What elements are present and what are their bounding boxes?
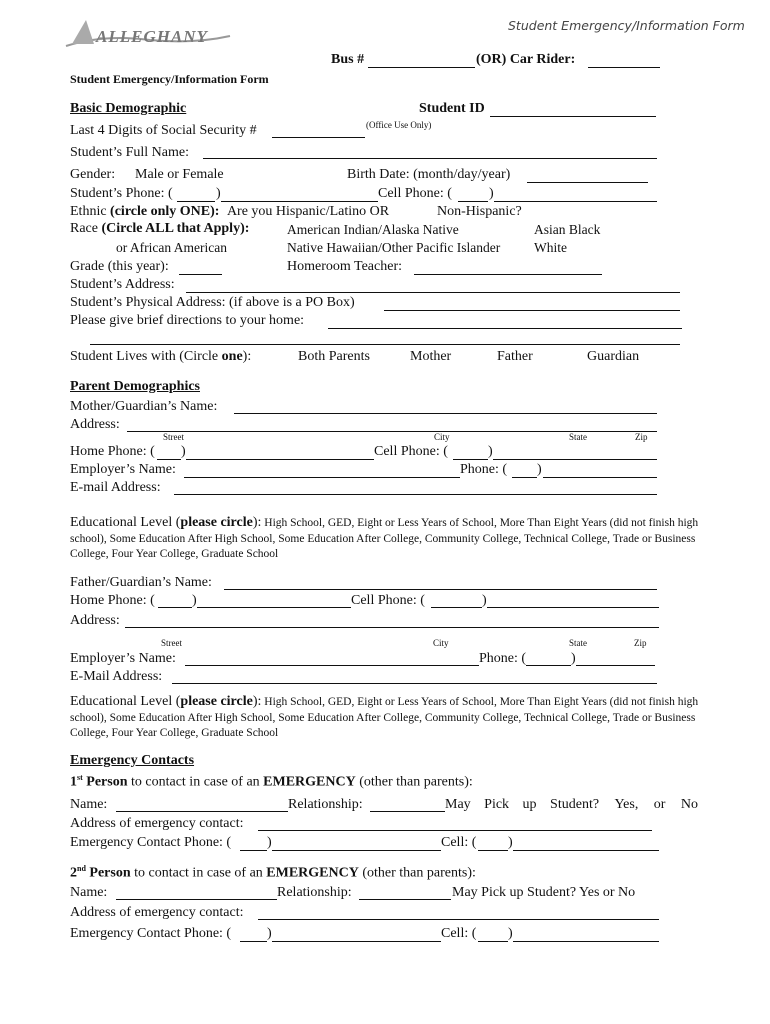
person-1-instruction: 1st Person to contact in case of an EMERGENCY (other than parents): [70, 773, 473, 790]
father-address-label: Address: [70, 613, 120, 628]
father-home-phone-field[interactable] [197, 607, 351, 608]
student-cell-field[interactable] [494, 201, 657, 202]
p2-cell-paren: ) [508, 926, 513, 941]
ethnic-question[interactable]: Are you Hispanic/Latino OR [226, 204, 390, 219]
grade-label: Grade (this year): [70, 259, 169, 274]
p1-cell-field[interactable] [513, 850, 659, 851]
mother-employer-phone-field[interactable] [543, 477, 657, 478]
ethnic-label: Ethnic [70, 204, 107, 219]
directions-label: Please give brief directions to your home: [70, 313, 305, 328]
birth-date-label: Birth Date: (month/day/year) [347, 167, 511, 182]
basic-demographic-heading: Basic Demographic [70, 101, 187, 116]
father-employer-paren: ) [571, 651, 576, 666]
mother-edu-options[interactable]: High School, GED, Eight or Less Years of School, More Than Eight Years (did not finish high school), Some Education After High School, Some Education After College, Community College, Technical College, Trade or Business College, Four Year College, Graduate School [70, 517, 699, 560]
student-phone-field[interactable] [221, 201, 378, 202]
mother-edu-close: ): [252, 515, 262, 530]
mother-home-phone-label: Home Phone: ( [70, 444, 155, 459]
directions-field-2[interactable] [90, 344, 680, 345]
student-address-field[interactable] [186, 292, 680, 293]
p2-cell-label: Cell: ( [441, 926, 477, 941]
race-instruction: (Circle ALL that Apply): [101, 221, 250, 236]
p1-cell-label: Cell: ( [441, 835, 477, 850]
mother-name-field[interactable] [234, 413, 657, 414]
father-cell-area-field[interactable] [431, 607, 482, 608]
race-option-asian-black[interactable]: Asian Black [534, 222, 601, 237]
father-home-paren: ) [192, 593, 197, 608]
mother-cell-area-field[interactable] [453, 459, 488, 460]
p1-name-field[interactable] [116, 811, 288, 812]
student-phone-area-field[interactable] [177, 201, 215, 202]
p2-name-label: Name: [70, 885, 108, 900]
birth-date-field[interactable] [527, 182, 648, 183]
father-employer-phone-field[interactable] [576, 665, 655, 666]
gender-options[interactable]: Male or Female [135, 167, 224, 182]
lives-with-label: Student Lives with (Circle [70, 349, 219, 364]
p1-pickup-question: May Pick up Student? Yes, or No [445, 797, 698, 812]
office-use-note: (Office Use Only) [366, 120, 432, 130]
p1-phone-field[interactable] [272, 850, 441, 851]
mother-name-label: Mother/Guardian’s Name: [70, 399, 218, 414]
father-name-field[interactable] [224, 589, 657, 590]
p1-phone-label: Emergency Contact Phone: ( [70, 835, 232, 850]
father-edu-options[interactable]: High School, GED, Eight or Less Years of School, More Than Eight Years (did not finish high school), Some Education After High School, Some Education After College, Community College, Technical College, Trade or Business College, Four Year College, Graduate School [70, 696, 699, 739]
mother-home-paren: ) [181, 444, 186, 459]
ssn-label: Last 4 Digits of Social Security # [70, 123, 257, 138]
person-2-instruction: 2nd Person to contact in case of an EMERGENCY (other than parents): [70, 864, 476, 881]
father-employer-area-field[interactable] [526, 665, 571, 666]
homeroom-label: Homeroom Teacher: [287, 259, 402, 274]
physical-address-field[interactable] [384, 310, 680, 311]
father-education-paragraph[interactable] [70, 694, 705, 742]
full-name-label: Student’s Full Name: [70, 145, 189, 160]
p2-address-field[interactable] [258, 919, 659, 920]
race-option-white[interactable]: White [534, 240, 567, 255]
p1-phone-area-field[interactable] [240, 850, 267, 851]
father-employer-label: Employer’s Name: [70, 651, 176, 666]
parent-demographics-heading: Parent Demographics [70, 379, 200, 394]
mother-edu-please: please circle [180, 515, 253, 530]
race-option-native-hawaiian[interactable]: Native Hawaiian/Other Pacific Islander [287, 240, 501, 255]
race-option-african-american[interactable]: or African American [116, 240, 227, 255]
mother-employer-paren: ) [537, 462, 542, 477]
father-address-field[interactable] [125, 627, 659, 628]
father-edu-label: Educational Level ( [70, 694, 181, 709]
directions-field-1[interactable] [328, 328, 682, 329]
father-zip-caption: Zip [634, 638, 647, 648]
lives-option-guardian[interactable]: Guardian [587, 349, 640, 364]
father-cell-label: Cell Phone: ( [351, 593, 425, 608]
p2-name-field[interactable] [116, 899, 277, 900]
p2-phone-paren: ) [267, 926, 272, 941]
student-phone-paren: ) [216, 186, 221, 201]
p1-pickup-yes[interactable]: Yes, [614, 797, 639, 812]
full-name-field[interactable] [203, 158, 657, 159]
mother-city-caption: City [434, 432, 450, 442]
father-name-label: Father/Guardian’s Name: [70, 575, 212, 590]
mother-employer-label: Employer’s Name: [70, 462, 176, 477]
father-street-caption: Street [161, 638, 182, 648]
mother-edu-label: Educational Level ( [70, 515, 181, 530]
p2-phone-area-field[interactable] [240, 941, 267, 942]
father-employer-field[interactable] [185, 665, 479, 666]
mother-state-caption: State [569, 432, 587, 442]
physical-address-note: : (if above is a PO Box) [221, 295, 355, 310]
grade-field[interactable] [179, 274, 222, 275]
physical-address-label: Student’s Physical Address [70, 295, 222, 310]
ssn-field[interactable] [272, 137, 365, 138]
header-form-title: Student Emergency/Information Form [508, 18, 745, 33]
bus-label: Bus # [331, 52, 365, 67]
bus-number-field[interactable] [368, 67, 475, 68]
mother-email-label: E-mail Address: [70, 480, 161, 495]
father-employer-phone-label: Phone: ( [479, 651, 527, 666]
p2-phone-field[interactable] [272, 941, 441, 942]
school-logo [64, 16, 234, 50]
ethnic-non-hispanic[interactable]: Non-Hispanic? [437, 204, 522, 219]
p2-relationship-label: Relationship: [277, 885, 352, 900]
father-cell-field[interactable] [487, 607, 659, 608]
emergency-heading: Emergency Contacts [70, 753, 195, 768]
logo-text: ALLEGHANY [96, 27, 208, 46]
p1-address-field[interactable] [258, 830, 652, 831]
father-email-field[interactable] [172, 683, 657, 684]
p1-pickup-no[interactable]: No [680, 797, 698, 812]
p1-name-label: Name: [70, 797, 108, 812]
car-rider-field[interactable] [588, 67, 660, 68]
student-cell-paren: ) [489, 186, 494, 201]
father-edu-close: ): [252, 694, 262, 709]
father-city-caption: City [433, 638, 449, 648]
race-option-american-indian[interactable]: American Indian/Alaska Native [287, 222, 459, 237]
mother-cell-field[interactable] [493, 459, 657, 460]
p2-cell-field[interactable] [513, 941, 659, 942]
father-cell-paren: ) [482, 593, 487, 608]
mother-cell-label: Cell Phone: ( [374, 444, 448, 459]
student-address-label: Student’s Address: [70, 277, 175, 292]
p2-pickup-question[interactable]: May Pick up Student? Yes or No [452, 885, 636, 900]
mother-street-caption: Street [163, 432, 184, 442]
mother-education-paragraph[interactable] [70, 515, 705, 563]
p2-address-label: Address of emergency contact: [70, 905, 244, 920]
student-cell-label: Cell Phone: ( [378, 186, 452, 201]
p1-cell-area-field[interactable] [478, 850, 508, 851]
gender-label: Gender: [70, 167, 116, 182]
homeroom-field[interactable] [414, 274, 602, 275]
father-home-area-field[interactable] [158, 607, 192, 608]
student-id-field[interactable] [490, 116, 656, 117]
p1-cell-paren: ) [508, 835, 513, 850]
mother-email-field[interactable] [174, 494, 657, 495]
lives-with-one: one [221, 349, 243, 364]
mother-employer-field[interactable] [184, 477, 460, 478]
p1-address-label: Address of emergency contact: [70, 816, 244, 831]
mother-zip-caption: Zip [635, 432, 648, 442]
mother-home-phone-field[interactable] [186, 459, 374, 460]
p2-phone-label: Emergency Contact Phone: ( [70, 926, 232, 941]
father-edu-please: please circle [180, 694, 253, 709]
race-label: Race [70, 221, 98, 236]
mother-home-area-field[interactable] [157, 459, 181, 460]
father-email-label: E-Mail Address: [70, 669, 163, 684]
mother-employer-area-field[interactable] [512, 477, 537, 478]
lives-option-father[interactable]: Father [497, 349, 533, 364]
p2-cell-area-field[interactable] [478, 941, 508, 942]
father-state-caption: State [569, 638, 587, 648]
student-phone-label: Student’s Phone: ( [70, 186, 173, 201]
p1-relationship-field[interactable] [370, 811, 445, 812]
mother-cell-paren: ) [488, 444, 493, 459]
lives-with-end: ): [242, 349, 252, 364]
lives-option-both-parents[interactable]: Both Parents [298, 349, 370, 364]
p2-relationship-field[interactable] [359, 899, 451, 900]
form-title: Student Emergency/Information Form [70, 72, 269, 86]
student-cell-area-field[interactable] [458, 201, 488, 202]
p1-relationship-label: Relationship: [288, 797, 363, 812]
father-home-phone-label: Home Phone: ( [70, 593, 155, 608]
lives-option-mother[interactable]: Mother [410, 349, 452, 364]
mother-address-label: Address: [70, 417, 120, 432]
car-rider-label: (OR) Car Rider: [476, 52, 576, 67]
student-id-label: Student ID [419, 101, 485, 116]
p1-phone-paren: ) [267, 835, 272, 850]
mother-employer-phone-label: Phone: ( [460, 462, 508, 477]
ethnic-instruction: (circle only ONE): [110, 204, 220, 219]
